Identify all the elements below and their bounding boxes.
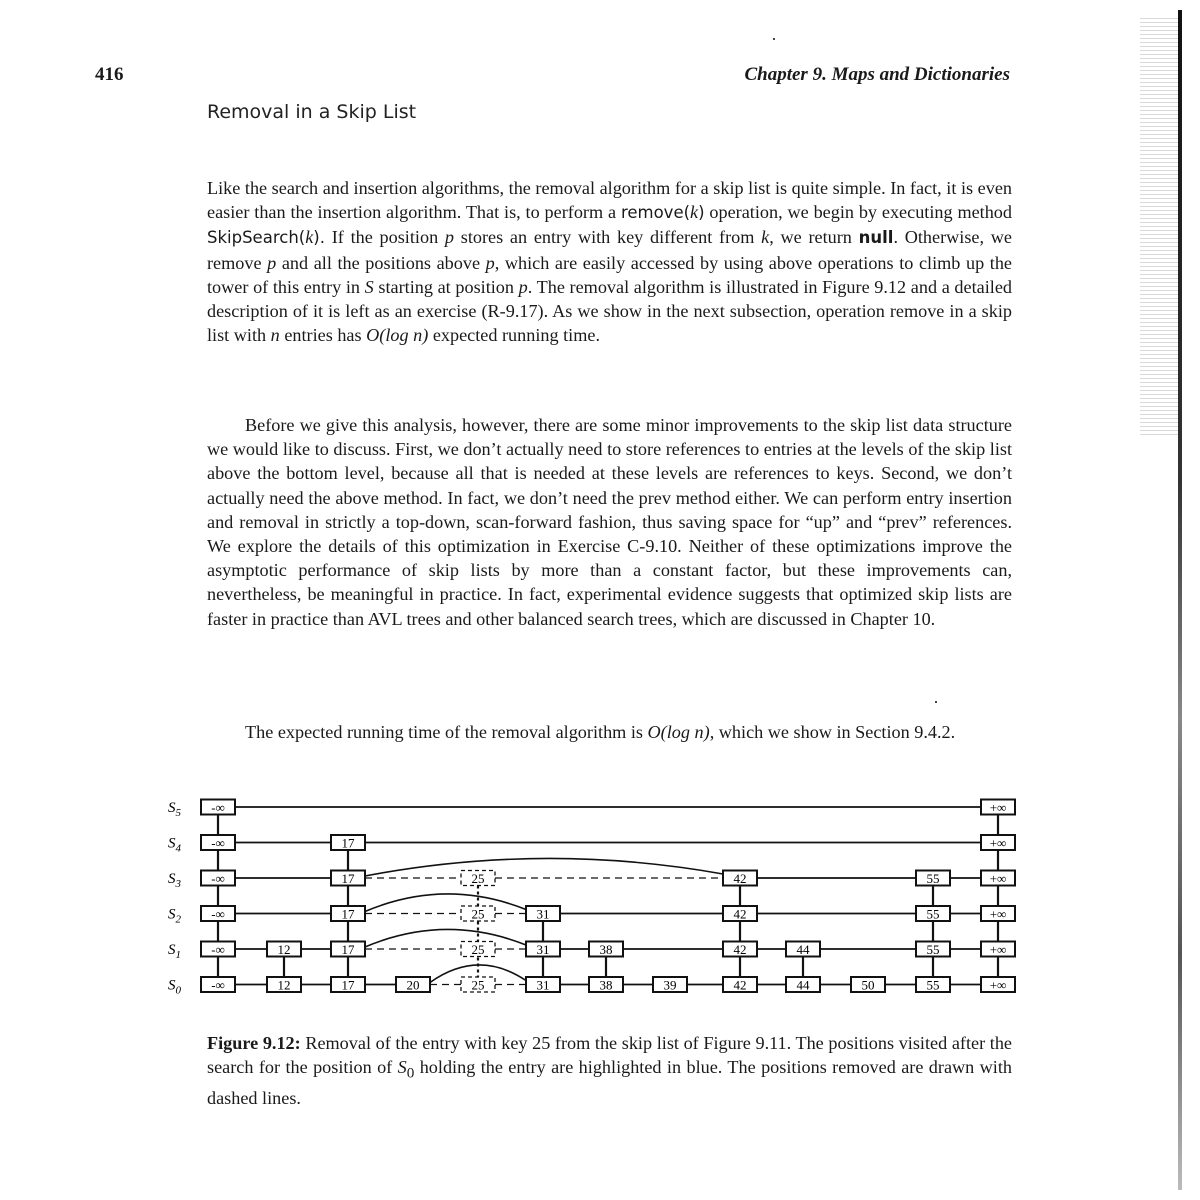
node-key: 17: [341, 871, 355, 886]
node-key: +∞: [989, 800, 1007, 815]
node-key: 17: [341, 942, 355, 957]
level-label: $S_2$: [168, 906, 181, 926]
node-key: 25: [471, 942, 485, 957]
node-key: -∞: [211, 977, 225, 993]
node-key: 31: [536, 977, 550, 993]
node-key: 17: [341, 906, 355, 922]
scan-page-edge: [1178, 10, 1182, 1190]
node-key: 42: [733, 977, 747, 993]
node-key: 31: [536, 906, 550, 922]
node-key: 31: [536, 942, 550, 957]
node-key: 38: [599, 977, 613, 993]
node-key: -∞: [211, 871, 225, 886]
bypass-link: [365, 929, 526, 947]
node-key: 42: [733, 871, 747, 886]
node-key: 55: [926, 977, 940, 993]
paragraph-1-text: Like the search and insertion algorithms, the removal algorithm for a skip list is quite simple. In fact, it is even easier than the insertion algorithm. That is, to perform a remove(k) operation, we begin by executing method SkipSearch(k). If the position p stores an entry with key different from k, we return null. Otherwise, we remove p and all the positions above p, which are easily accessed by using above operations to climb up the tower of this entry in S starting at position p. The removal algorithm is illustrated in Figure 9.12 and a detailed description of it is left as an exercise (R-9.17). As we show in the next subsection, operation remove in a skip list with n entries has O(log n) expected running time.: [207, 178, 1012, 346]
node-key: 39: [663, 977, 677, 993]
node-key: 25: [471, 906, 485, 922]
figure-caption: Figure 9.12: Removal of the entry with key 25 from the skip list of Figure 9.11. The positions visited after the search for the position of $S_0$ holding the entry are highlighted in blue. The positions removed are drawn with dashed lines.: [207, 1033, 1012, 1108]
paragraph-2-text: Before we give this analysis, however, there are some minor improvements to the skip list data structure we would like to discuss. First, we don’t actually need to store references to entries at the levels of the skip list above the bottom level, because all that is needed at these levels are references to keys. Second, we don’t actually need the above method. In fact, we don’t need the prev method either. We can perform entry insertion and removal in strictly a top-down, scan-forward fashion, thus saving space for “up” and “prev” references. We explore the details of this optimization in Exercise C-9.10. Neither of these optimizations improve the asymptotic performance of skip lists by more than a constant factor, but these improvements can, nevertheless, be meaningful in practice. In fact, experimental evidence suggests that optimized skip lists are faster in practice than AVL trees and other balanced search trees, which are discussed in Chapter 10.: [207, 415, 1012, 629]
level-label: $S_4$: [168, 835, 181, 855]
node-key: +∞: [989, 835, 1007, 851]
node-key: 42: [733, 942, 747, 957]
node-key: 42: [733, 906, 747, 922]
node-key: 55: [926, 906, 940, 922]
node-key: 50: [861, 977, 875, 993]
level-label: $S_5$: [168, 800, 181, 819]
node-key: 55: [926, 871, 940, 886]
node-key: 25: [471, 871, 485, 886]
node-key: 44: [796, 942, 810, 957]
bypass-link: [365, 894, 526, 912]
scan-artifact: [1140, 15, 1180, 435]
skip-list-diagram: [160, 792, 1030, 1007]
node-key: -∞: [211, 906, 225, 922]
node-key: 12: [277, 942, 291, 957]
node-key: 17: [341, 835, 355, 851]
node-key: 38: [599, 942, 613, 957]
running-header: Chapter 9. Maps and Dictionaries: [744, 64, 1010, 85]
level-label: $S_3$: [168, 871, 181, 890]
level-label: $S_0$: [168, 977, 181, 997]
node-key: -∞: [211, 835, 225, 851]
paragraph-3: [207, 720, 1012, 744]
node-key: 55: [926, 942, 940, 957]
node-key: 12: [277, 977, 291, 993]
skip-list-figure: [160, 792, 1030, 1007]
node-key: +∞: [989, 871, 1007, 886]
node-key: -∞: [211, 942, 225, 957]
section-title: Removal in a Skip List: [207, 101, 417, 123]
node-key: 44: [796, 977, 810, 993]
scan-speck: [935, 701, 937, 703]
paragraph-2: [207, 413, 1012, 631]
node-key: +∞: [989, 942, 1007, 957]
page-number: 416: [95, 64, 124, 85]
node-key: 20: [406, 977, 420, 993]
paragraph-1: [207, 176, 1012, 347]
bypass-link: [365, 858, 723, 876]
node-key: +∞: [989, 906, 1007, 922]
level-label: $S_1$: [168, 942, 181, 961]
node-key: +∞: [989, 977, 1007, 993]
node-key: -∞: [211, 800, 225, 815]
scan-speck: [773, 38, 775, 40]
node-key: 17: [341, 977, 355, 993]
node-key: 25: [471, 977, 485, 993]
paragraph-3-text: The expected running time of the removal algorithm is O(log n), which we show in Section 9.4.2.: [245, 722, 956, 742]
